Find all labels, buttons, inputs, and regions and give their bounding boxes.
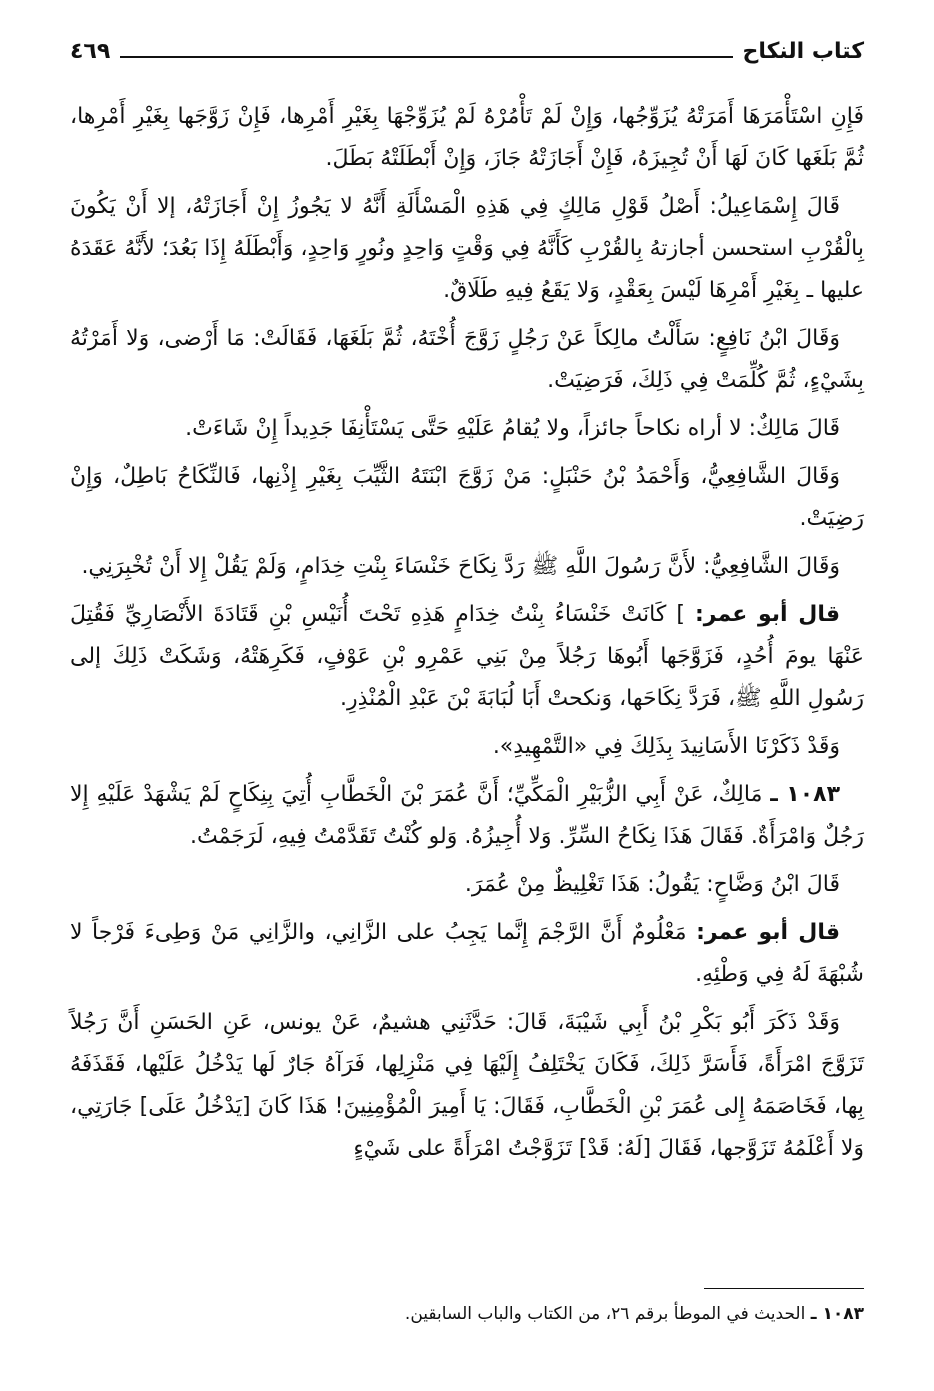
paragraph [70, 726, 864, 768]
footnote-text: الحديث في الموطأ برقم ٢٦، من الكتاب والباب السابقين. [404, 1304, 806, 1324]
main-text [70, 96, 864, 1176]
paragraph-text: مَعْلُومٌ أَنَّ الرَّجْمَ إِنَّما يَجِبُ على الزَّانِي، والزَّانِي مَنْ وَطِىءَ فَرْجاً لا شُبْهَةَ لَهُ فِي وَطْئِهِ. [70, 920, 864, 987]
footnote-rule [704, 1288, 864, 1289]
paragraph [70, 864, 864, 906]
paragraph-text: ] كَانَتْ خَنْسَاءُ بِنْتُ خِدَامٍ هَذِهِ تَحْتَ أُنَيْسِ بْنِ قَتَادَةَ الأَنْصَارِيِّ فَقُتِلَ عَنْهَا يومَ أُحُدٍ، فَزَوَّجَها أَبُوهَا رَجُلاً مِنْ بَنِي عَمْرِو بْنِ عَوْفٍ، فَكَرِهَتْهُ، وَشَكَتْ ذَلِكَ إلى رَسُولِ اللَّهِ ﷺ، فَرَدَّ نِكَاحَها، وَنكحتْ أَبَا لُبَابَةَ بْنَ عَبْدِ الْمُنْذِرِ. [70, 602, 864, 711]
paragraph-text: فَإِنِ اسْتَأْمَرَهَا أَمَرَتْهُ يُزَوِّجُها، وَإِنْ لَمْ تَأْمُرْهُ لَمْ يُزَوِّجْهَا بِغَيْرِ أَمْرِها، فَإِنْ زَوَّجَها بِغَيْرِ أَمْرِها، ثُمَّ بَلَغَها كَانَ لَهَا أَنْ تُجِيزَهُ، فَإِنْ أَجَازَتْهُ جَازَ، وَإِنْ أَبْطَلَتْهُ بَطَلَ. [70, 104, 864, 171]
paragraph [70, 546, 864, 588]
paragraph [70, 96, 864, 180]
paragraph-text: وَقَدْ ذَكَرْنَا الأَسَانِيدَ بِذَلِكَ فِي «التَّمْهِيدِ». [492, 734, 840, 759]
paragraph-text: مَالِكٌ، عَنْ أَبِي الزُّبَيْرِ الْمَكِّيِّ؛ أَنَّ عُمَرَ بْنَ الْخَطَّابِ أُتِيَ بِنِكَاحٍ لَمْ يَشْهَدْ عَلَيْهِ إِلا رَجُلٌ وَامْرَأَةٌ. فَقَالَ هَذَا نِكَاحُ السِّرِّ. وَلا أُجِيزُهُ. وَلو كُنْتُ تَقَدَّمْتُ فِيهِ، لَرَجَمْتُ. [70, 782, 864, 849]
hadith-number: ١٠٨٣ ـ [770, 782, 840, 807]
paragraph-text: وَقَدْ ذَكَرَ أَبُو بَكْرِ بْنُ أَبِي شَيْبَةَ، قَالَ: حَدَّثَنِي هشيمٌ، عَنْ يونس، عَنِ الحَسَنِ أَنَّ رَجُلاً تَزَوَّجَ امْرَأَةً، فَأَسَرَّ ذَلِكَ، فَكَانَ يَخْتَلِفُ إِلَيْهَا فِي مَنْزِلِها، فَرَآهُ جَارٌ لَها يَدْخُلُ عَلَيْها، فَقَذَفَهُ بِها، فَخَاصَمَهُ إِلى عُمَرَ بْنِ الْخَطَّابِ، فَقَالَ: يَا أَمِيرَ الْمُؤْمِنِينَ! هَذَا كَانَ [يَدْخُلُ عَلَى] جَارَتِي، وَلا أَعْلَمُهُ تَزَوَّجها، فَقَالَ [لَهُ: قَدْ] تَزَوَّجْتُ امْرَأَةً على شَيْءٍ [70, 1010, 864, 1161]
paragraph [70, 912, 864, 996]
page-number: ٤٦٩ [70, 39, 111, 64]
paragraph [70, 774, 864, 858]
footnote-number: ١٠٨٣ ـ [810, 1304, 864, 1324]
speaker-label: قال أبو عمر: [696, 920, 840, 945]
paragraph [70, 594, 864, 720]
paragraph-text: قَالَ إِسْمَاعِيلُ: أَصْلُ قَوْلِ مَالِكٍ فِي هَذِهِ الْمَسْأَلَةِ أَنَّهُ لا يَجُوزُ إِنْ أَجَازَتْهُ، إلا أَنْ يَكُونَ بِالْقُرْبِ استحسن أجازتهُ بِالقُرْبِ كَأَنَّهُ فِي وَقْتٍ وَاحِدٍ ونُورٍ وَاحِدٍ، وَأَبْطَلَهُ إِذَا بَعُدَ؛ لأَنَّهُ عَقَدَهُ عليها ـ بِغَيْرِ أَمْرِهَا لَيْسَ بِعَقْدٍ، وَلا يَقَعُ فِيهِ طَلَاقٌ. [70, 194, 864, 303]
paragraph-text: قَالَ مَالِكٌ: لا أراه نكاحاً جائزاً، ولا يُقامُ عَلَيْهِ حَتَّى يَسْتَأْنِفَا جَدِيداً إِنْ شَاءَتْ. [185, 416, 840, 441]
paragraph [70, 186, 864, 312]
paragraph-text: وَقَالَ الشَّافِعِيُّ: لأَنَّ رَسُولَ اللَّهِ ﷺ رَدَّ نِكَاحَ خَنْسَاءَ بِنْتِ خِدَامٍ، وَلَمْ يَقُلْ إِلا أَنْ تُخْبِرَنِي. [81, 554, 840, 579]
paragraph [70, 1002, 864, 1170]
paragraph-text: قَالَ ابْنُ وَضَّاحٍ: يَقُولُ: هَذَا تَغْلِيظٌ مِنْ عُمَرَ. [464, 872, 840, 897]
paragraph [70, 318, 864, 402]
paragraph-text: وَقَالَ ابْنُ نَافِعٍ: سَأَلْتُ مالِكاً عَنْ رَجُلٍ زَوَّجَ أُخْتَهُ، ثُمَّ بَلَغَهَا، فَقَالَتْ: مَا أَرْضى، وَلا أَمَرْتُهُ بِشَيْءٍ، ثُمَّ كُلِّمَتْ فِي ذَلِكَ، فَرَضِيَتْ. [70, 326, 864, 393]
header-rule [120, 56, 732, 58]
footnote [70, 1300, 864, 1328]
book-title: كتاب النكاح [742, 39, 864, 64]
paragraph-text: وَقَالَ الشَّافِعِيُّ، وَأَحْمَدُ بْنُ حَنْبَلٍ: مَنْ زَوَّجَ ابْنَتَهُ الثَّيِّبَ بِغَيْرِ إِذْنِها، فَالنِّكَاحُ بَاطِلٌ، وَإِنْ رَضِيَتْ. [70, 464, 864, 531]
paragraph [70, 456, 864, 540]
running-header [70, 28, 864, 68]
paragraph [70, 408, 864, 450]
speaker-label: قال أبو عمر: [695, 602, 841, 627]
